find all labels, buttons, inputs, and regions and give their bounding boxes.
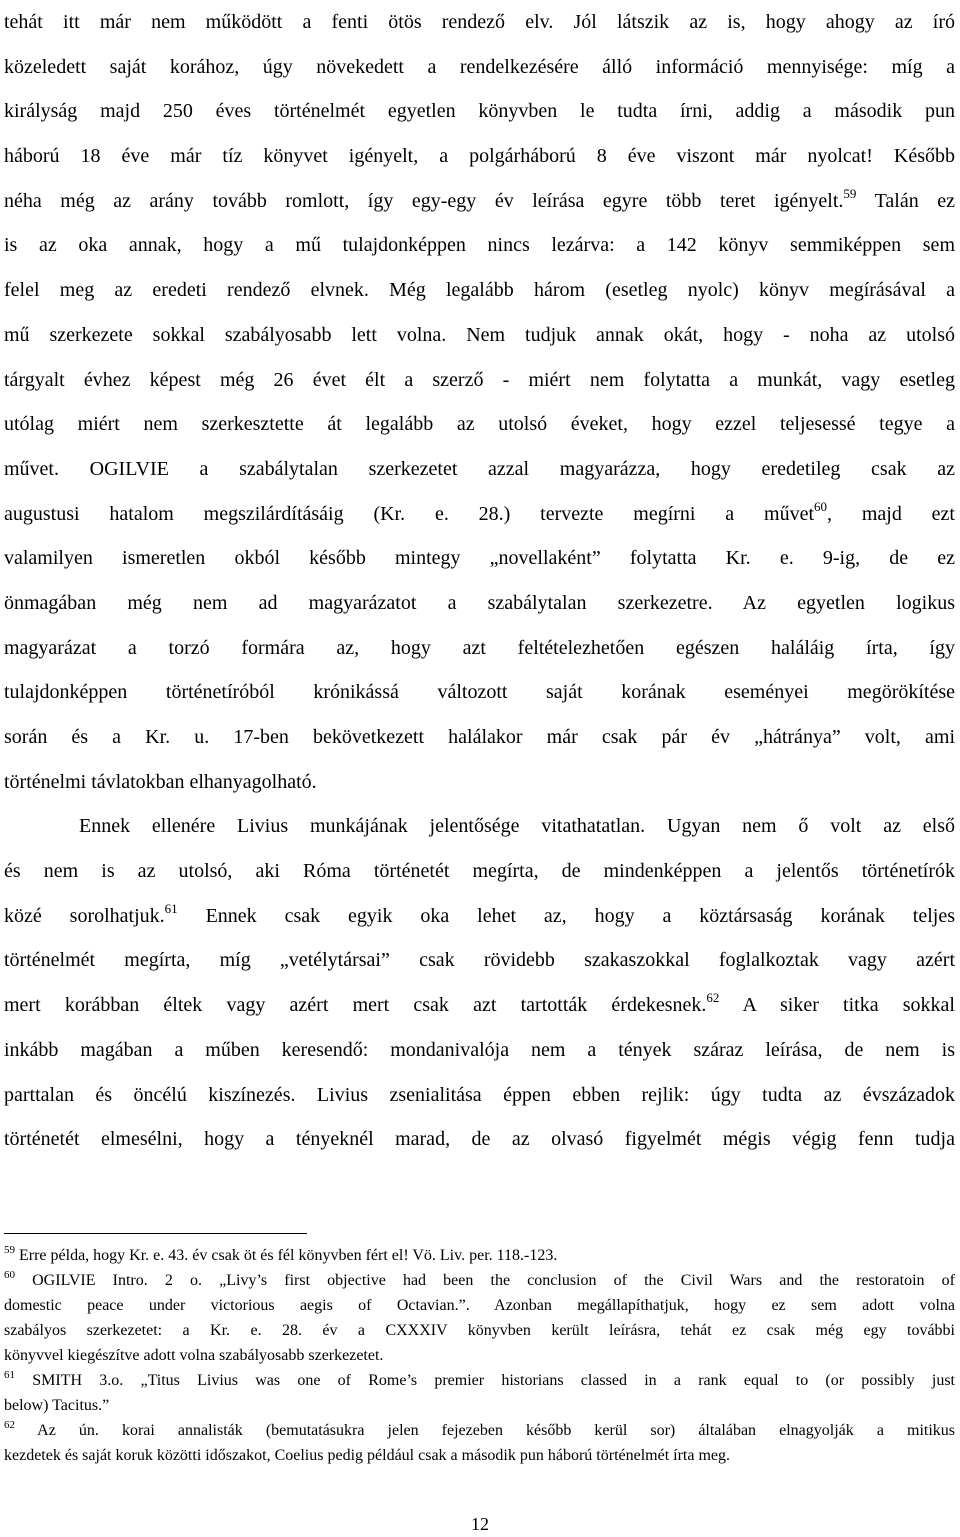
text-line [4,536,955,581]
text-segment: közé sorolhatjuk. [4,904,165,927]
text-line [4,134,955,179]
footnote-text: szabályos szerkezetet: a Kr. e. 28. év a CXXXIV könyvben került leírásra, tehát ez csak még egy további [4,1322,955,1339]
text-segment: magyarázat a torzó formára az, hogy azt feltételezhetően egészen haláláig írta, így [4,636,955,659]
footnote-line [4,1368,955,1393]
footnote-text: below) Tacitus.” [4,1397,110,1414]
footnote-text: SMITH 3.o. „Titus Livius was one of Rome’s premier historians classed in a rank equal to (or possibly just [15,1372,955,1389]
text-segment: , majd ezt [827,502,955,525]
footnote-line [4,1293,955,1318]
text-line [4,45,955,90]
text-segment: néha még az arány tovább romlott, így egy-egy év leírása egyre több teret igényelt. [4,189,844,212]
text-segment: háború 18 éve már tíz könyvet igényelt, a polgárháború 8 éve viszont már nyolcat! Később [4,145,955,168]
text-segment: tárgyalt évhez képest még 26 évet élt a szerző - miért nem folytatta a munkát, vagy esetleg [4,368,955,391]
footnote-line [4,1243,955,1268]
text-segment: tulajdonképpen történetíróból krónikássá változott saját korának eseményei megörökítése [4,681,955,704]
text-line [4,804,955,849]
footnote-number: 60 [4,1269,15,1281]
text-line [4,402,955,447]
text-line [4,849,955,894]
text-segment: közeledett saját korához, úgy növekedett a rendelkezésére álló információ mennyisége: míg a [4,55,955,78]
text-segment: inkább magában a műben keresendő: mondanivalója nem a tények száraz leírása, de nem is [4,1038,955,1061]
footnote-text: Az ún. korai annalisták (bemutatásukra jelen fejezeben később kerül sor) általában elnagyolják a mitikus [15,1422,955,1439]
text-line [4,223,955,268]
text-line [4,358,955,403]
text-line [4,760,955,805]
text-segment: történelmi távlatokban elhanyagolható. [4,770,317,793]
text-segment: Ennek csak egyik oka lehet az, hogy a köztársaság korának teljes [177,904,955,927]
footnote-line [4,1268,955,1293]
text-segment: mű szerkezete sokkal szabályosabb lett volna. Nem tudjuk annak okát, hogy - noha az utolsó [4,323,955,346]
text-line [4,0,955,45]
text-line [4,715,955,760]
text-line [4,268,955,313]
text-segment: augustusi hatalom megszilárdításáig (Kr. e. 28.) tervezte megírni a művet [4,502,815,525]
text-segment: királyság majd 250 éves történelmét egyetlen könyvben le tudta írni, addig a második pun [4,100,955,123]
text-segment: történelmét megírta, míg „vetélytársai” csak rövidebb szakaszokkal foglalkoztak vagy azért [4,949,955,972]
text-line [4,179,955,224]
text-line [4,894,955,939]
footnote-number: 59 [4,1244,15,1256]
text-line [4,983,955,1028]
footnote-text: Erre példa, hogy Kr. e. 43. év csak öt és fél könyvben fért el! Vö. Liv. per. 118.-123. [15,1247,558,1264]
footnote-reference[interactable]: 59 [843,185,857,201]
text-line [4,89,955,134]
text-segment: Talán ez [856,189,955,212]
text-line [4,447,955,492]
footnote-reference[interactable]: 61 [164,900,178,916]
text-segment: is az oka annak, hogy a mű tulajdonképpen nincs lezárva: a 142 könyv semmiképpen sem [4,234,955,257]
page-number: 12 [471,1514,489,1534]
footnote-line [4,1418,955,1443]
footnote-number: 61 [4,1369,15,1381]
text-segment: A siker titka sokkal [719,994,955,1017]
text-line [4,1117,955,1162]
text-line [4,581,955,626]
text-line [4,670,955,715]
text-segment: parttalan és öncélú kiszínezés. Livius zsenialitása éppen ebben rejlik: úgy tudta az évszázadok [4,1083,955,1106]
text-segment: tehát itt már nem működött a fenti ötös rendező elv. Jól látszik az is, hogy ahogy az író [4,11,955,33]
footnote-separator [4,1233,307,1234]
text-segment: utólag miért nem szerkesztette át legalább az utolsó éveket, hogy ezzel teljesessé tegye a [4,413,955,436]
text-segment: valamilyen ismeretlen okból később mintegy „novellaként” folytatta Kr. e. 9-ig, de ez [4,547,955,570]
footnote-number: 62 [4,1419,15,1431]
text-line [4,626,955,671]
footnote-reference[interactable]: 62 [706,990,720,1006]
text-line [4,1073,955,1118]
text-line [4,938,955,983]
footnote-line [4,1318,955,1343]
footnote-text: kezdetek és saját koruk közötti időszakot, Coelius pedig például csak a második pun háború történelmét írta meg. [4,1447,731,1464]
text-segment: során és a Kr. u. 17-ben bekövetkezett halálakor már csak pár év „hátránya” volt, ami [4,726,955,748]
footnote-line [4,1443,955,1468]
footnote-text: könyvvel kiegészítve adott volna szabályosabb szerkezetet. [4,1347,384,1364]
text-segment: történetét elmesélni, hogy a tényeknél marad, de az olvasó figyelmét mégis végig fenn tudja [4,1128,955,1151]
footnotes [4,1243,955,1468]
text-line [4,492,955,537]
footnote-text: domestic peace under victorious aegis of Octavian.”. Azonban megállapíthatjuk, hogy ez sem adott volna [4,1297,955,1314]
footnote-line [4,1393,955,1418]
footnote-text: OGILVIE Intro. 2 o. „Livy’s first objective had been the conclusion of the Civil Wars and the restoratoin of [15,1272,955,1289]
text-segment: művet. OGILVIE a szabálytalan szerkezetet azzal magyarázza, hogy eredetileg csak az [4,457,955,480]
text-segment: és nem is az utolsó, aki Róma történetét megírta, de mindenképpen a jelentős történetírók [4,860,955,883]
text-line [4,313,955,358]
text-segment: önmagában még nem ad magyarázatot a szabálytalan szerkezetre. Az egyetlen logikus [4,591,955,614]
text-segment: felel meg az eredeti rendező elvnek. Még legalább három (esetleg nyolc) könyv megírásával a [4,279,955,302]
text-segment: Ennek ellenére Livius munkájának jelentősége vitathatatlan. Ugyan nem ő volt az első [79,815,955,838]
text-line [4,1028,955,1073]
footnote-line [4,1343,955,1368]
text-segment: mert korábban éltek vagy azért mert csak azt tartották érdekesnek. [4,994,707,1017]
footnote-reference[interactable]: 60 [814,498,828,514]
main-text [4,0,955,1162]
